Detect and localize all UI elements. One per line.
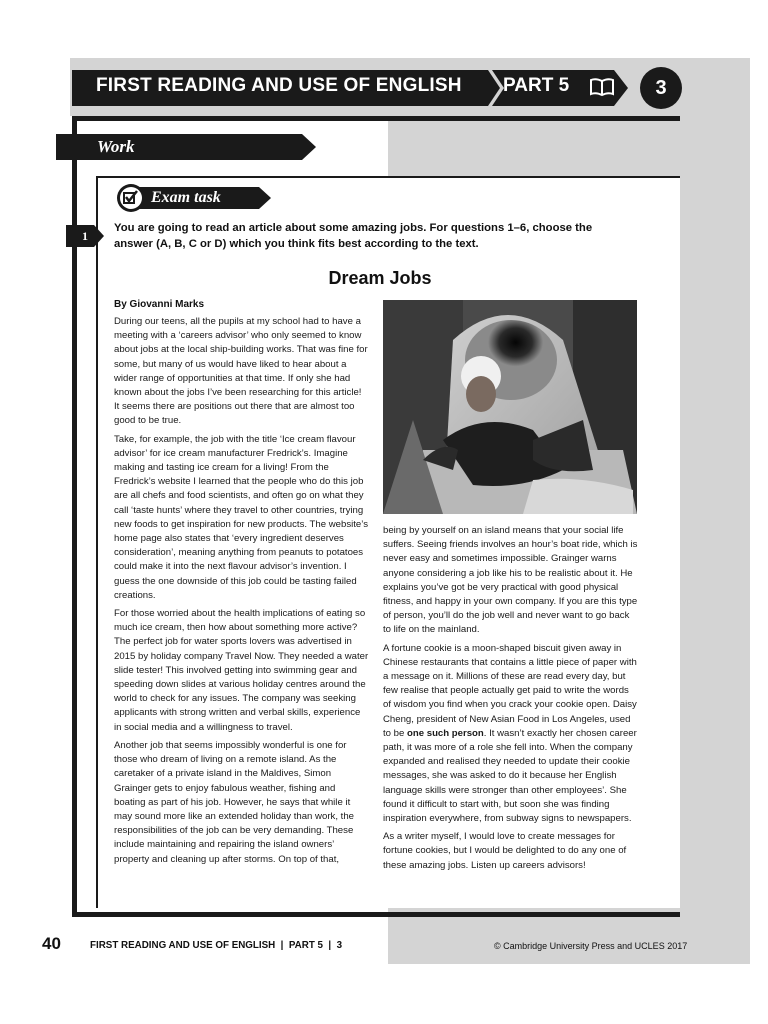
copyright-notice: © Cambridge University Press and UCLES 2017 — [494, 941, 688, 951]
paragraph-text: . It wasn’t exactly her chosen career path, it was more of a role she fell into. When the company expanded and realised they needed to update their cookie messages, she was asked to do it because her English language skills were stronger than other employees’. She found it difficult to start with, but soon she was finding inspiration everywhere, from subway signs to newspapers. — [383, 727, 637, 825]
paragraph — [383, 642, 639, 827]
paragraph: being by yourself on an island means that your social life suffers. Seeing friends involves an hour’s boat ride, which is never easy and sometimes impossible. Grainger warns anyone considering a job like his to be realistic about it. He explains you’ve got be very practical with good physical fitness, and happy in your own company. If you are this type of person, you’ll do the job well and never want to go back to life on the mainland. — [383, 525, 638, 636]
unit-frame-bottom — [72, 912, 680, 917]
question-number: 1 — [82, 229, 88, 243]
water-slide-photo — [383, 300, 637, 514]
open-book-icon — [589, 77, 615, 97]
article-right-column — [383, 524, 639, 877]
paragraph: During our teens, all the pupils at my school had to have a meeting with a ‘careers advisor’ who only seemed to know about jobs at the local ship-building works. That was fine for some, but many of us would have liked to hear about a wider range of opportunities at that time. If only she had known about the jobs I’ve been researching for this article! It seems there are positions out there that are almost too good to be true. — [114, 316, 368, 427]
footer-title: FIRST READING AND USE OF ENGLISH | PART 5 | 3 — [90, 940, 343, 951]
task-instructions: You are going to read an article about some amazing jobs. For questions 1–6, choose the answer (A, B, C or D) which you think fits best according to the text. — [114, 222, 593, 250]
exam-task-label: Exam task — [151, 189, 221, 206]
paragraph: Another job that seems impossibly wonderful is one for those who dream of living on a remote island. As the caretaker of a private island in the Maldives, Simon Grainger gets to enjoy fabulous weather, fishing and boating as part of his job. However, he says that while it may sound more like an extended holiday than work, the responsibilities of the job can be very demanding. These include maintaining and repairing the island owners’ property and cleaning up after storms. On top of that, — [114, 739, 354, 865]
paragraph-text: A fortune cookie is a moon-shaped biscuit given away in Chinese restaurants that contains a little piece of paper with a message on it. Millions of these are read every day, but few realise that people actually get paid to write the words of wisdom you find when you crack your cookie open. Daisy Cheng, president of New Asian Food in Los Angeles, used to be — [383, 642, 637, 739]
paragraph: As a writer myself, I would love to create messages for fortune cookies, but I would be delighted to do any one of these amazing jobs. Listen up careers advisors! — [383, 831, 627, 871]
paragraph: For those worried about the health implications of eating so much ice cream, then how about something more active? The perfect job for water sports lovers was advertised in 2015 by holiday company Travel Now. They needed a water slide tester! This involved getting into swimming gear and speeding down slides at various holiday centres around the world to check for any issues. The company was seeking applicants with strong written and verbal skills, experience in social media and a willingness to travel. — [114, 608, 369, 733]
page-header-title: FIRST READING AND USE OF ENGLISH — [96, 75, 462, 96]
section-title: Work — [97, 137, 135, 156]
unit-number-badge: 3 — [640, 67, 682, 109]
highlighted-phrase: one such person — [407, 727, 484, 739]
article-byline: By Giovanni Marks — [114, 299, 205, 310]
article-title: Dream Jobs — [328, 268, 432, 288]
paragraph: Take, for example, the job with the title ‘Ice cream flavour advisor’ for ice cream manufacturer Fredrick’s. Imagine making and tasting ice cream for a living! From the Fredrick’s website I learned that the people who do this job are all chefs and food scientists, and often go on what they call ‘taste hunts’ where they travel to other countries, trying new foods to get inspiration for new products. The website’s home page also states that ‘every ingredient deserves consideration’, meaning anything from peanuts to potatoes could make it into the next flavour advisor’s invention. I guess the one downside of this job could be tasting failed creations. — [114, 433, 369, 601]
page-number: 40 — [42, 934, 61, 953]
part-label: PART 5 — [503, 75, 570, 96]
article-left-column — [114, 315, 369, 871]
section-tab — [56, 134, 318, 160]
